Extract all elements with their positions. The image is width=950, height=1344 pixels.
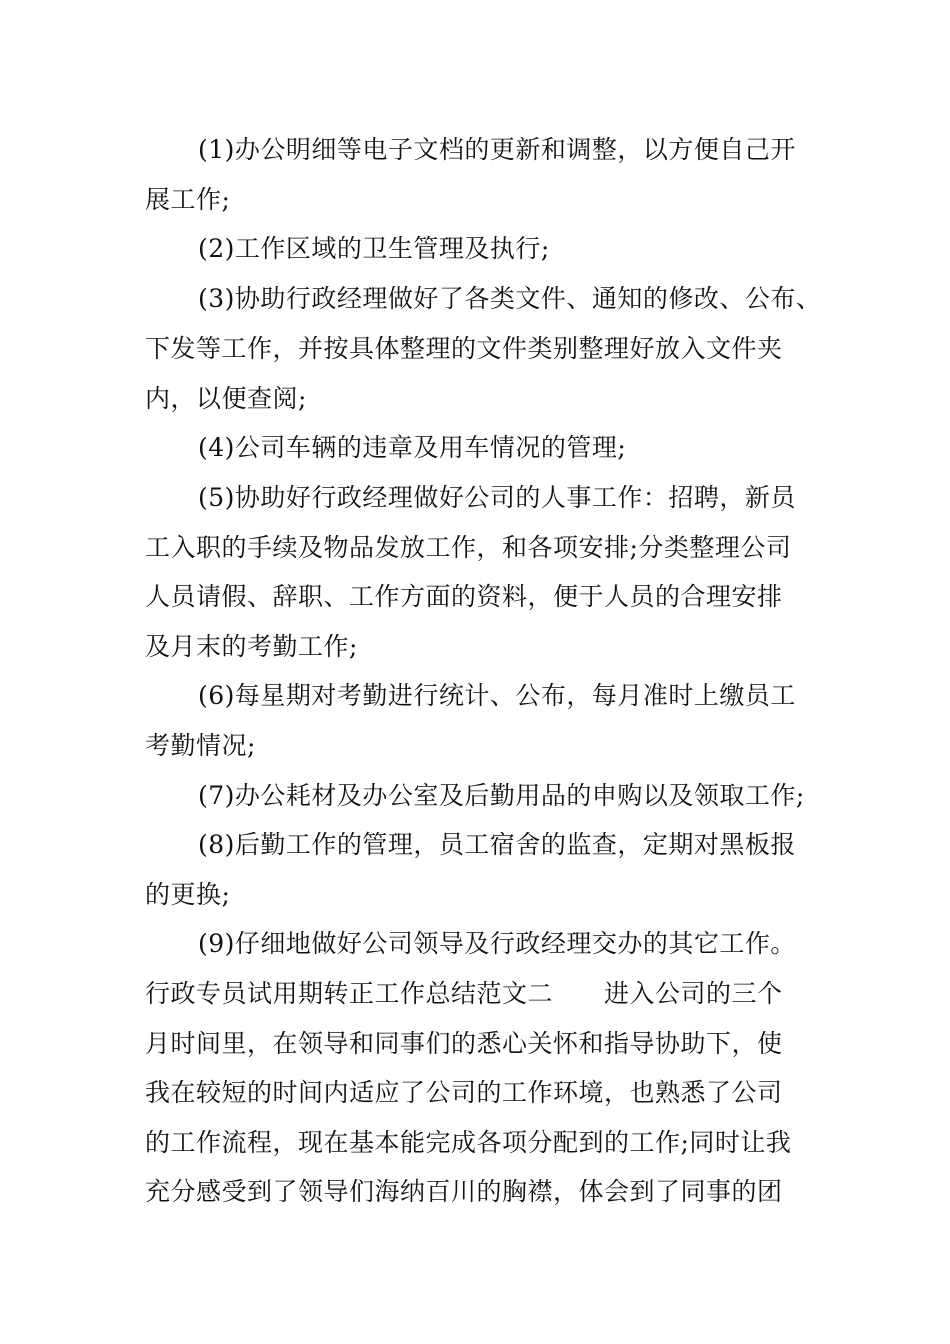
- text-line: 的工作流程，现在基本能完成各项分配到的工作;同时让我: [145, 1128, 792, 1157]
- text-line: (3)协助行政经理做好了各类文件、通知的修改、公布、: [198, 284, 822, 313]
- text-line: 的更换;: [145, 880, 231, 909]
- text-line: 下发等工作，并按具体整理的文件类别整理好放入文件夹: [145, 334, 783, 363]
- text-line: 人员请假、辞职、工作方面的资料，便于人员的合理安排: [145, 582, 783, 611]
- text-line: 考勤情况;: [145, 731, 256, 760]
- text-line: 行政专员试用期转正工作总结范文二 进入公司的三个: [145, 979, 783, 1008]
- text-line: (9)仔细地做好公司领导及行政经理交办的其它工作。: [198, 929, 796, 958]
- text-line: (7)办公耗材及办公室及后勤用品的申购以及领取工作;: [198, 781, 805, 810]
- text-line: (6)每星期对考勤进行统计、公布，每月准时上缴员工: [198, 681, 796, 710]
- text-line: (8)后勤工作的管理，员工宿舍的监查，定期对黑板报: [198, 830, 796, 859]
- text-line: (1)办公明细等电子文档的更新和调整，以方便自己开: [198, 135, 796, 164]
- text-line: 内，以便查阅;: [145, 384, 307, 413]
- text-line: 工入职的手续及物品发放工作，和各项安排;分类整理公司: [145, 533, 792, 562]
- text-line: 充分感受到了领导们海纳百川的胸襟，体会到了同事的团: [145, 1177, 783, 1206]
- text-line: 我在较短的时间内适应了公司的工作环境，也熟悉了公司: [145, 1078, 783, 1107]
- text-line: 展工作;: [145, 185, 231, 214]
- text-line: (2)工作区域的卫生管理及执行;: [198, 234, 550, 263]
- text-line: (4)公司车辆的违章及用车情况的管理;: [198, 433, 627, 462]
- text-line: 月时间里，在领导和同事们的悉心关怀和指导协助下，使: [145, 1029, 783, 1058]
- text-line: 及月末的考勤工作;: [145, 632, 358, 661]
- text-line: (5)协助好行政经理做好公司的人事工作：招聘，新员: [198, 483, 796, 512]
